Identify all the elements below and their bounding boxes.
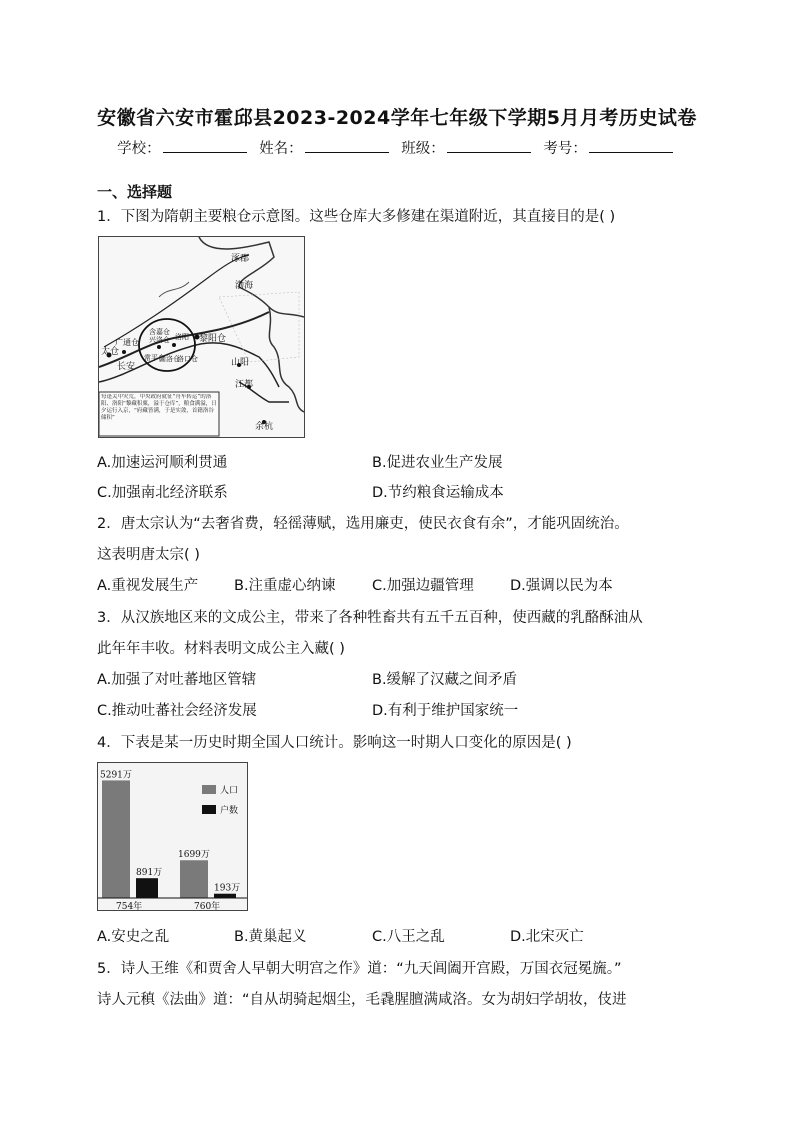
map-label: 太仓: [101, 347, 120, 357]
exam-number-field[interactable]: 考号：: [543, 137, 677, 158]
data-label: 193万: [214, 883, 241, 894]
question-3-stem-line2: 此年年丰收。材料表明文成公主入藏( ): [97, 641, 345, 657]
bar-人口-754年: [102, 780, 130, 898]
class-field[interactable]: 班级：: [401, 137, 535, 158]
map-label: 余杭: [255, 422, 274, 432]
map-label: 含嘉仓: [149, 328, 170, 336]
bar-户数-760年: [214, 894, 236, 898]
map-label: 渤海: [235, 281, 254, 291]
exam-title: 安徽省六安市霍邱县2023-2024学年七年级下学期5月月考历史试卷: [97, 107, 697, 129]
q4-option-d[interactable]: D.北宋灭亡: [510, 929, 584, 945]
map-label: 洛口仓: [177, 355, 198, 363]
school-field[interactable]: 学校：: [117, 137, 251, 158]
data-label: 1699万: [178, 850, 210, 861]
question-4-stem: 4．下表是某一历史时期全国人口统计。影响这一时期人口变化的原因是( ): [97, 735, 572, 751]
map-label: 涿郡: [231, 254, 250, 264]
section-heading: 一、选择题: [97, 183, 173, 201]
question-2-stem-line2: 这表明唐太宗( ): [97, 547, 200, 563]
q1-option-d[interactable]: D.节约粮食运输成本: [372, 485, 504, 501]
legend-swatch: [202, 785, 216, 794]
q2-option-c[interactable]: C.加强边疆管理: [372, 578, 474, 594]
map-graphic: [99, 237, 304, 437]
map-label: 广通仓: [115, 338, 139, 347]
q3-option-b[interactable]: B.缓解了汉藏之间矛盾: [372, 672, 518, 688]
bar-人口-760年: [180, 860, 208, 898]
map-caption: 每逢关中灾荒，中央政府就征“舟车转运”的洛阳、洛阳“黎藏积粟，溢于仓库”，粮食满溢，日夕运行入京，“府藏皆满，于是实敛，首籍洛谷储积”: [101, 394, 217, 421]
map-label: 山阳: [231, 358, 250, 368]
q2-option-d[interactable]: D.强调以民为本: [510, 578, 613, 594]
legend-label: 人口: [220, 786, 239, 796]
map-label: 长安: [117, 362, 136, 372]
question-1-stem: 1．下图为隋朝主要粮仓示意图。这些仓库大多修建在渠道附近，其直接目的是( ): [97, 209, 616, 225]
question-3-stem-line1: 3．从汉族地区来的文成公主，带来了各种牲畜共有五千五百种，使西藏的乳酪酥油从: [97, 610, 643, 626]
question-2-stem-line1: 2．唐太宗认为“去奢省费，轻徭薄赋，选用廉吏，使民衣食有余”，才能巩固统治。: [97, 516, 629, 532]
q2-option-b[interactable]: B.注重虚心纳谏: [234, 578, 336, 594]
category-label: 754年: [116, 902, 143, 910]
q4-option-c[interactable]: C.八王之乱: [372, 929, 445, 945]
bar-户数-754年: [136, 878, 158, 898]
data-label: 891万: [136, 868, 163, 879]
question-5-stem-line2: 诗人元稹《法曲》道：“自从胡骑起烟尘，毛毳腥膻满咸洛。女为胡妇学胡妆，伎进: [97, 992, 627, 1008]
question-5-stem-line1: 5．诗人王维《和贾舍人早朝大明宫之作》道：“九天阊阖开宫殿，万国衣冠冕旒。”: [97, 961, 622, 977]
population-chart: [97, 762, 248, 911]
q2-option-a[interactable]: A.重视发展生产: [97, 578, 199, 594]
student-info-line: [0, 137, 794, 158]
map-label: 兴洛仓: [149, 336, 170, 344]
name-field[interactable]: 姓名：: [259, 137, 393, 158]
population-chart-svg: [98, 763, 247, 910]
q4-option-b[interactable]: B.黄巢起义: [234, 929, 307, 945]
legend-label: 户数: [220, 806, 239, 816]
q3-option-d[interactable]: D.有利于维护国家统一: [372, 703, 519, 719]
legend-swatch: [202, 805, 216, 814]
map-label: 洛阳: [175, 333, 189, 341]
map-label: 常平仓: [144, 354, 165, 362]
q1-option-a[interactable]: A.加速运河顺利贯通: [97, 455, 228, 471]
sui-granary-map: [98, 236, 305, 438]
map-label: 黎阳仓: [199, 334, 227, 344]
q1-option-c[interactable]: C.加强南北经济联系: [97, 485, 228, 501]
map-label: 回洛仓: [159, 355, 180, 363]
category-label: 760年: [194, 902, 221, 910]
q3-option-c[interactable]: C.推动吐蕃社会经济发展: [97, 703, 257, 719]
q3-option-a[interactable]: A.加强了对吐蕃地区管辖: [97, 672, 257, 688]
map-label: 江都: [235, 380, 254, 390]
q4-option-a[interactable]: A.安史之乱: [97, 929, 170, 945]
data-label: 5291万: [100, 770, 132, 781]
q1-option-b[interactable]: B.促进农业生产发展: [372, 455, 503, 471]
